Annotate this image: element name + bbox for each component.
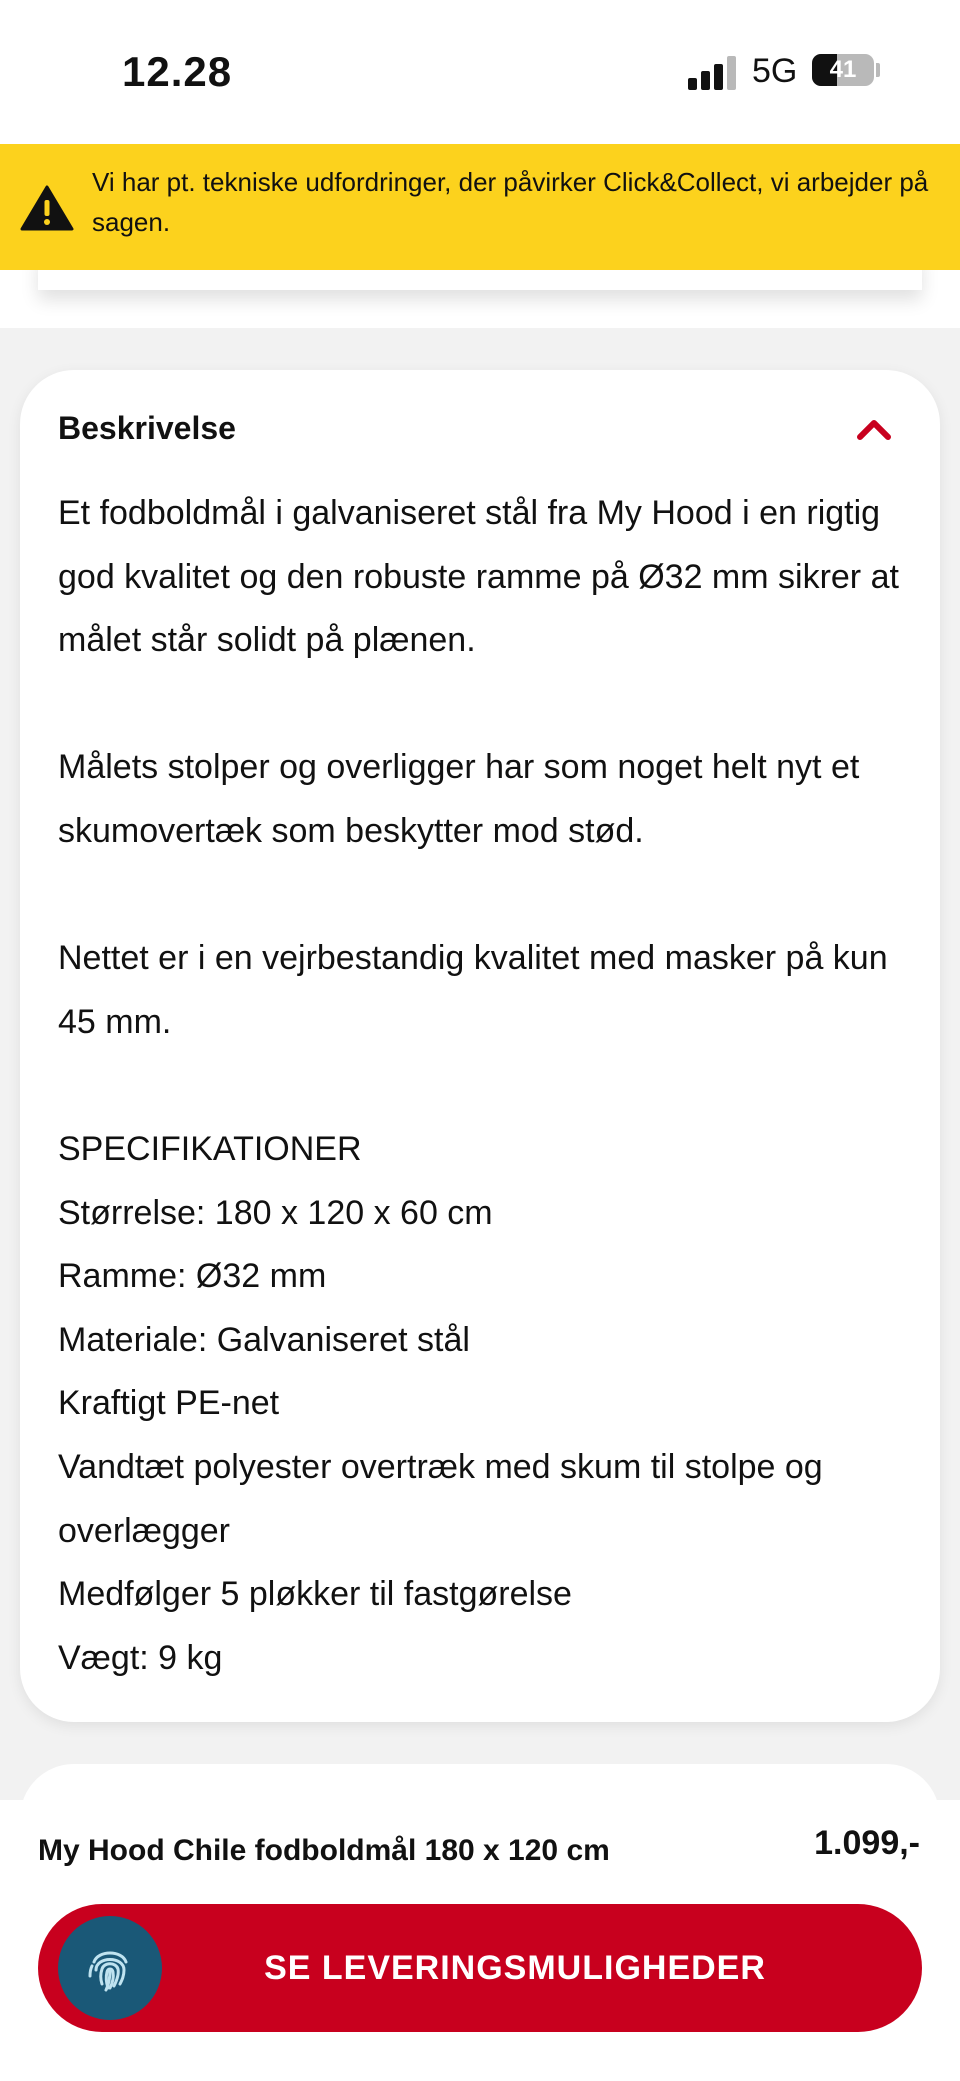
alert-message: Vi har pt. tekniske udfordringer, der påvirker Click&Collect, vi arbejder på sagen. <box>92 167 929 237</box>
battery-level: 41 <box>829 56 857 83</box>
description-card <box>20 370 940 1722</box>
spec-item: Kraftigt PE-net <box>58 1384 280 1423</box>
description-body <box>58 482 918 1690</box>
spec-item: Medfølger 5 pløkker til fastgørelse <box>58 1575 572 1614</box>
alert-banner <box>0 144 960 270</box>
description-title[interactable]: Beskrivelse <box>58 410 236 446</box>
signal-icon <box>688 56 738 90</box>
description-paragraph: Et fodboldmål i galvaniseret stål fra My Hood i en rigtig god kvalitet og den robuste ramme på Ø32 mm sikrer at målet står solidt på plænen. <box>58 494 899 660</box>
product-price: 1.099,- <box>814 1824 920 1862</box>
description-paragraph: Nettet er i en vejrbestandig kvalitet med masker på kun 45 mm. <box>58 939 888 1041</box>
delivery-options-label: SE LEVERINGSMULIGHEDER <box>264 1949 766 1987</box>
status-bar <box>0 0 960 144</box>
chevron-up-icon[interactable] <box>852 408 896 452</box>
spec-item: Ramme: Ø32 mm <box>58 1257 327 1296</box>
description-paragraph: Målets stolper og overligger har som noget helt nyt et skumovertæk som beskytter mod stød. <box>58 748 860 850</box>
purchase-bar <box>0 1800 960 2081</box>
warning-icon <box>20 184 74 232</box>
spec-heading: SPECIFIKATIONER <box>58 1129 362 1168</box>
battery-tip <box>876 63 880 77</box>
network-type: 5G <box>752 52 798 90</box>
spec-item: Størrelse: 180 x 120 x 60 cm <box>58 1193 493 1232</box>
delivery-options-button[interactable] <box>38 1904 922 2032</box>
product-name: My Hood Chile fodboldmål 180 x 120 cm <box>38 1834 610 1867</box>
spec-item: Vægt: 9 kg <box>58 1638 223 1677</box>
spec-item: Vandtæt polyester overtræk med skum til stolpe og overlægger <box>58 1447 823 1550</box>
spec-item: Materiale: Galvaniseret stål <box>58 1320 470 1359</box>
battery-icon <box>812 54 874 86</box>
status-time: 12.28 <box>122 48 233 95</box>
